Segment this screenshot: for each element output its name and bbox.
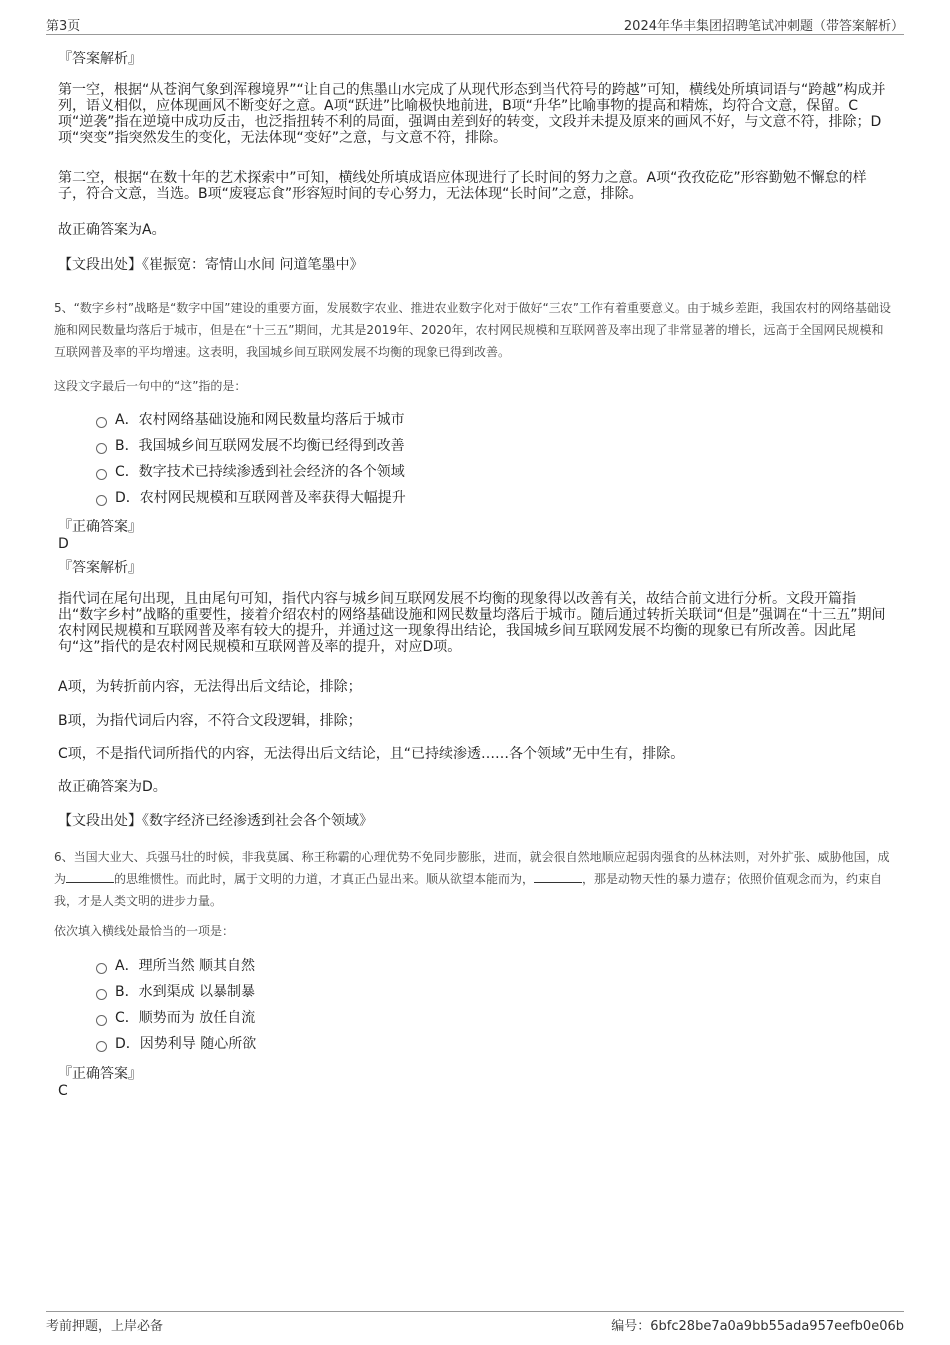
question-5-note-a: A项，为转折前内容，无法得出后文结论，排除； bbox=[58, 679, 362, 695]
page-number: 第3页 bbox=[46, 19, 81, 34]
question-5-stem: 5、“数字乡村”战略是“数字中国”建设的重要方面，发展数字农业、推进农业数字化对于做好“三农”工作有着重要意义。由于城乡差距，我国农村的网络基础设施和网民数量均落后于城市，但是在“十三五”期间，尤其是2019年、2020年，农村网民规模和互联网普及率出现了非常显著的增长，远高于全国网民规模和互联网普及率的平均增速。这表明，我国城乡间互联网发展不均衡的现象已得到改善。 bbox=[54, 301, 891, 359]
question-5-option-a[interactable] bbox=[96, 410, 405, 430]
question-6-option-c[interactable] bbox=[96, 1008, 255, 1028]
option-label: A．农村网络基础设施和网民数量均落后于城市 bbox=[115, 412, 405, 428]
radio-icon[interactable] bbox=[96, 469, 107, 480]
question-6-stem bbox=[54, 846, 892, 912]
question-6-option-d[interactable] bbox=[96, 1034, 256, 1054]
question-6-prompt: 依次填入横线处最恰当的一项是： bbox=[54, 924, 235, 938]
radio-icon[interactable] bbox=[96, 417, 107, 428]
question-6-stem-part-1: 6、当国大业大、兵强马壮的时候，非我莫属、称王称霸的心理优势不免同步膨胀，进而，就会很自然地顺应起弱肉强食的丛林法则，对外扩张、威胁他国，成为 bbox=[54, 850, 890, 886]
radio-icon[interactable] bbox=[96, 495, 107, 506]
question-5-prompt: 这段文字最后一句中的“这”指的是： bbox=[54, 379, 247, 393]
option-label: A．理所当然 顺其自然 bbox=[115, 958, 256, 974]
fill-blank-2 bbox=[534, 870, 582, 883]
question-5-analysis-heading: 『答案解析』 bbox=[58, 560, 142, 576]
prev-conclusion: 故正确答案为A。 bbox=[58, 222, 166, 238]
prev-analysis-para-1: 第一空，根据“从苍润气象到浑穆境界”“让自己的焦墨山水完成了从现代形态到当代符号的跨越”可知，横线处所填词语与“跨越”构成并列，语义相似，应体现画风不断变好之意。A项“跃进”比喻极快地前进，B项“升华”比喻事物的提高和精炼，均符合文意，保留。C项“逆袭”指在逆境中成功反击，也泛指扭转不利的局面，强调由差到好的转变，文段并未提及原来的画风不好，与文意不符，排除；D项“突变”指突然发生的变化，无法体现“变好”之意，与文意不符，排除。 bbox=[58, 82, 886, 146]
radio-icon[interactable] bbox=[96, 963, 107, 974]
question-5-option-c[interactable] bbox=[96, 462, 405, 482]
prev-analysis-heading: 『答案解析』 bbox=[58, 51, 142, 67]
option-label: D．农村网民规模和互联网普及率获得大幅提升 bbox=[115, 490, 406, 506]
question-6-option-a[interactable] bbox=[96, 956, 255, 976]
page-footer bbox=[46, 1311, 904, 1334]
question-5-note-b: B项，为指代词后内容，不符合文段逻辑，排除； bbox=[58, 713, 362, 729]
question-6-option-b[interactable] bbox=[96, 982, 255, 1002]
question-5-correct-heading: 『正确答案』 bbox=[58, 519, 142, 535]
radio-icon[interactable] bbox=[96, 1015, 107, 1026]
question-5-option-d[interactable] bbox=[96, 488, 406, 508]
fill-blank-1 bbox=[66, 870, 114, 883]
document-code: 编号：6bfc28be7a0a9bb55ada957eefb0e06b bbox=[611, 1319, 904, 1334]
radio-icon[interactable] bbox=[96, 443, 107, 454]
page-header bbox=[46, 14, 904, 35]
prev-source: 【文段出处】《崔振宽：寄情山水间 问道笔墨中》 bbox=[58, 257, 364, 273]
question-6-stem-part-3: ，那是动物天性的暴力遗存；依照价值观念而为，约束自我，才是人类文明的进步力量。 bbox=[54, 872, 883, 908]
question-6-answer: C bbox=[58, 1083, 68, 1099]
prev-analysis-para-2: 第二空，根据“在数十年的艺术探索中”可知，横线处所填成语应体现进行了长时间的努力之意。A项“孜孜矻矻”形容勤勉不懈怠的样子，符合文意，当选。B项“废寝忘食”形容短时间的专心努力，无法体现“长时间”之意，排除。 bbox=[58, 170, 867, 202]
question-6-correct-heading: 『正确答案』 bbox=[58, 1066, 142, 1082]
question-6-stem-part-2: 的思维惯性。而此时，属于文明的力道，才真正凸显出来。顺从欲望本能而为， bbox=[114, 872, 535, 886]
option-label: C．数字技术已持续渗透到社会经济的各个领域 bbox=[115, 464, 405, 480]
radio-icon[interactable] bbox=[96, 989, 107, 1000]
option-label: C．顺势而为 放任自流 bbox=[115, 1010, 256, 1026]
question-5-conclusion: 故正确答案为D。 bbox=[58, 779, 167, 795]
question-5-analysis: 指代词在尾句出现，且由尾句可知，指代内容与城乡间互联网发展不均衡的现象得以改善有关，故结合前文进行分析。文段开篇指出“数字乡村”战略的重要性，接着介绍农村的网络基础设施和网民数量均落后于城市。随后通过转折关联词“但是”强调在“十三五”期间农村网民规模和互联网普及率有较大的提升，并通过这一现象得出结论，我国城乡间互联网发展不均衡的现象已有所改善。因此尾句“这”指代的是农村网民规模和互联网普及率的提升，对应D项。 bbox=[58, 591, 886, 655]
option-label: D．因势利导 随心所欲 bbox=[115, 1036, 257, 1052]
question-5-source: 【文段出处】《数字经济已经渗透到社会各个领域》 bbox=[58, 813, 373, 829]
radio-icon[interactable] bbox=[96, 1041, 107, 1052]
option-label: B．我国城乡间互联网发展不均衡已经得到改善 bbox=[115, 438, 405, 454]
question-5-note-c: C项，不是指代词所指代的内容，无法得出后文结论，且“已持续渗透……各个领域”无中生有，排除。 bbox=[58, 746, 685, 762]
document-title: 2024年华丰集团招聘笔试冲刺题（带答案解析） bbox=[623, 19, 904, 34]
option-label: B．水到渠成 以暴制暴 bbox=[115, 984, 256, 1000]
question-5-answer: D bbox=[58, 536, 69, 552]
question-5-option-b[interactable] bbox=[96, 436, 405, 456]
footer-slogan: 考前押题，上岸必备 bbox=[46, 1319, 164, 1334]
